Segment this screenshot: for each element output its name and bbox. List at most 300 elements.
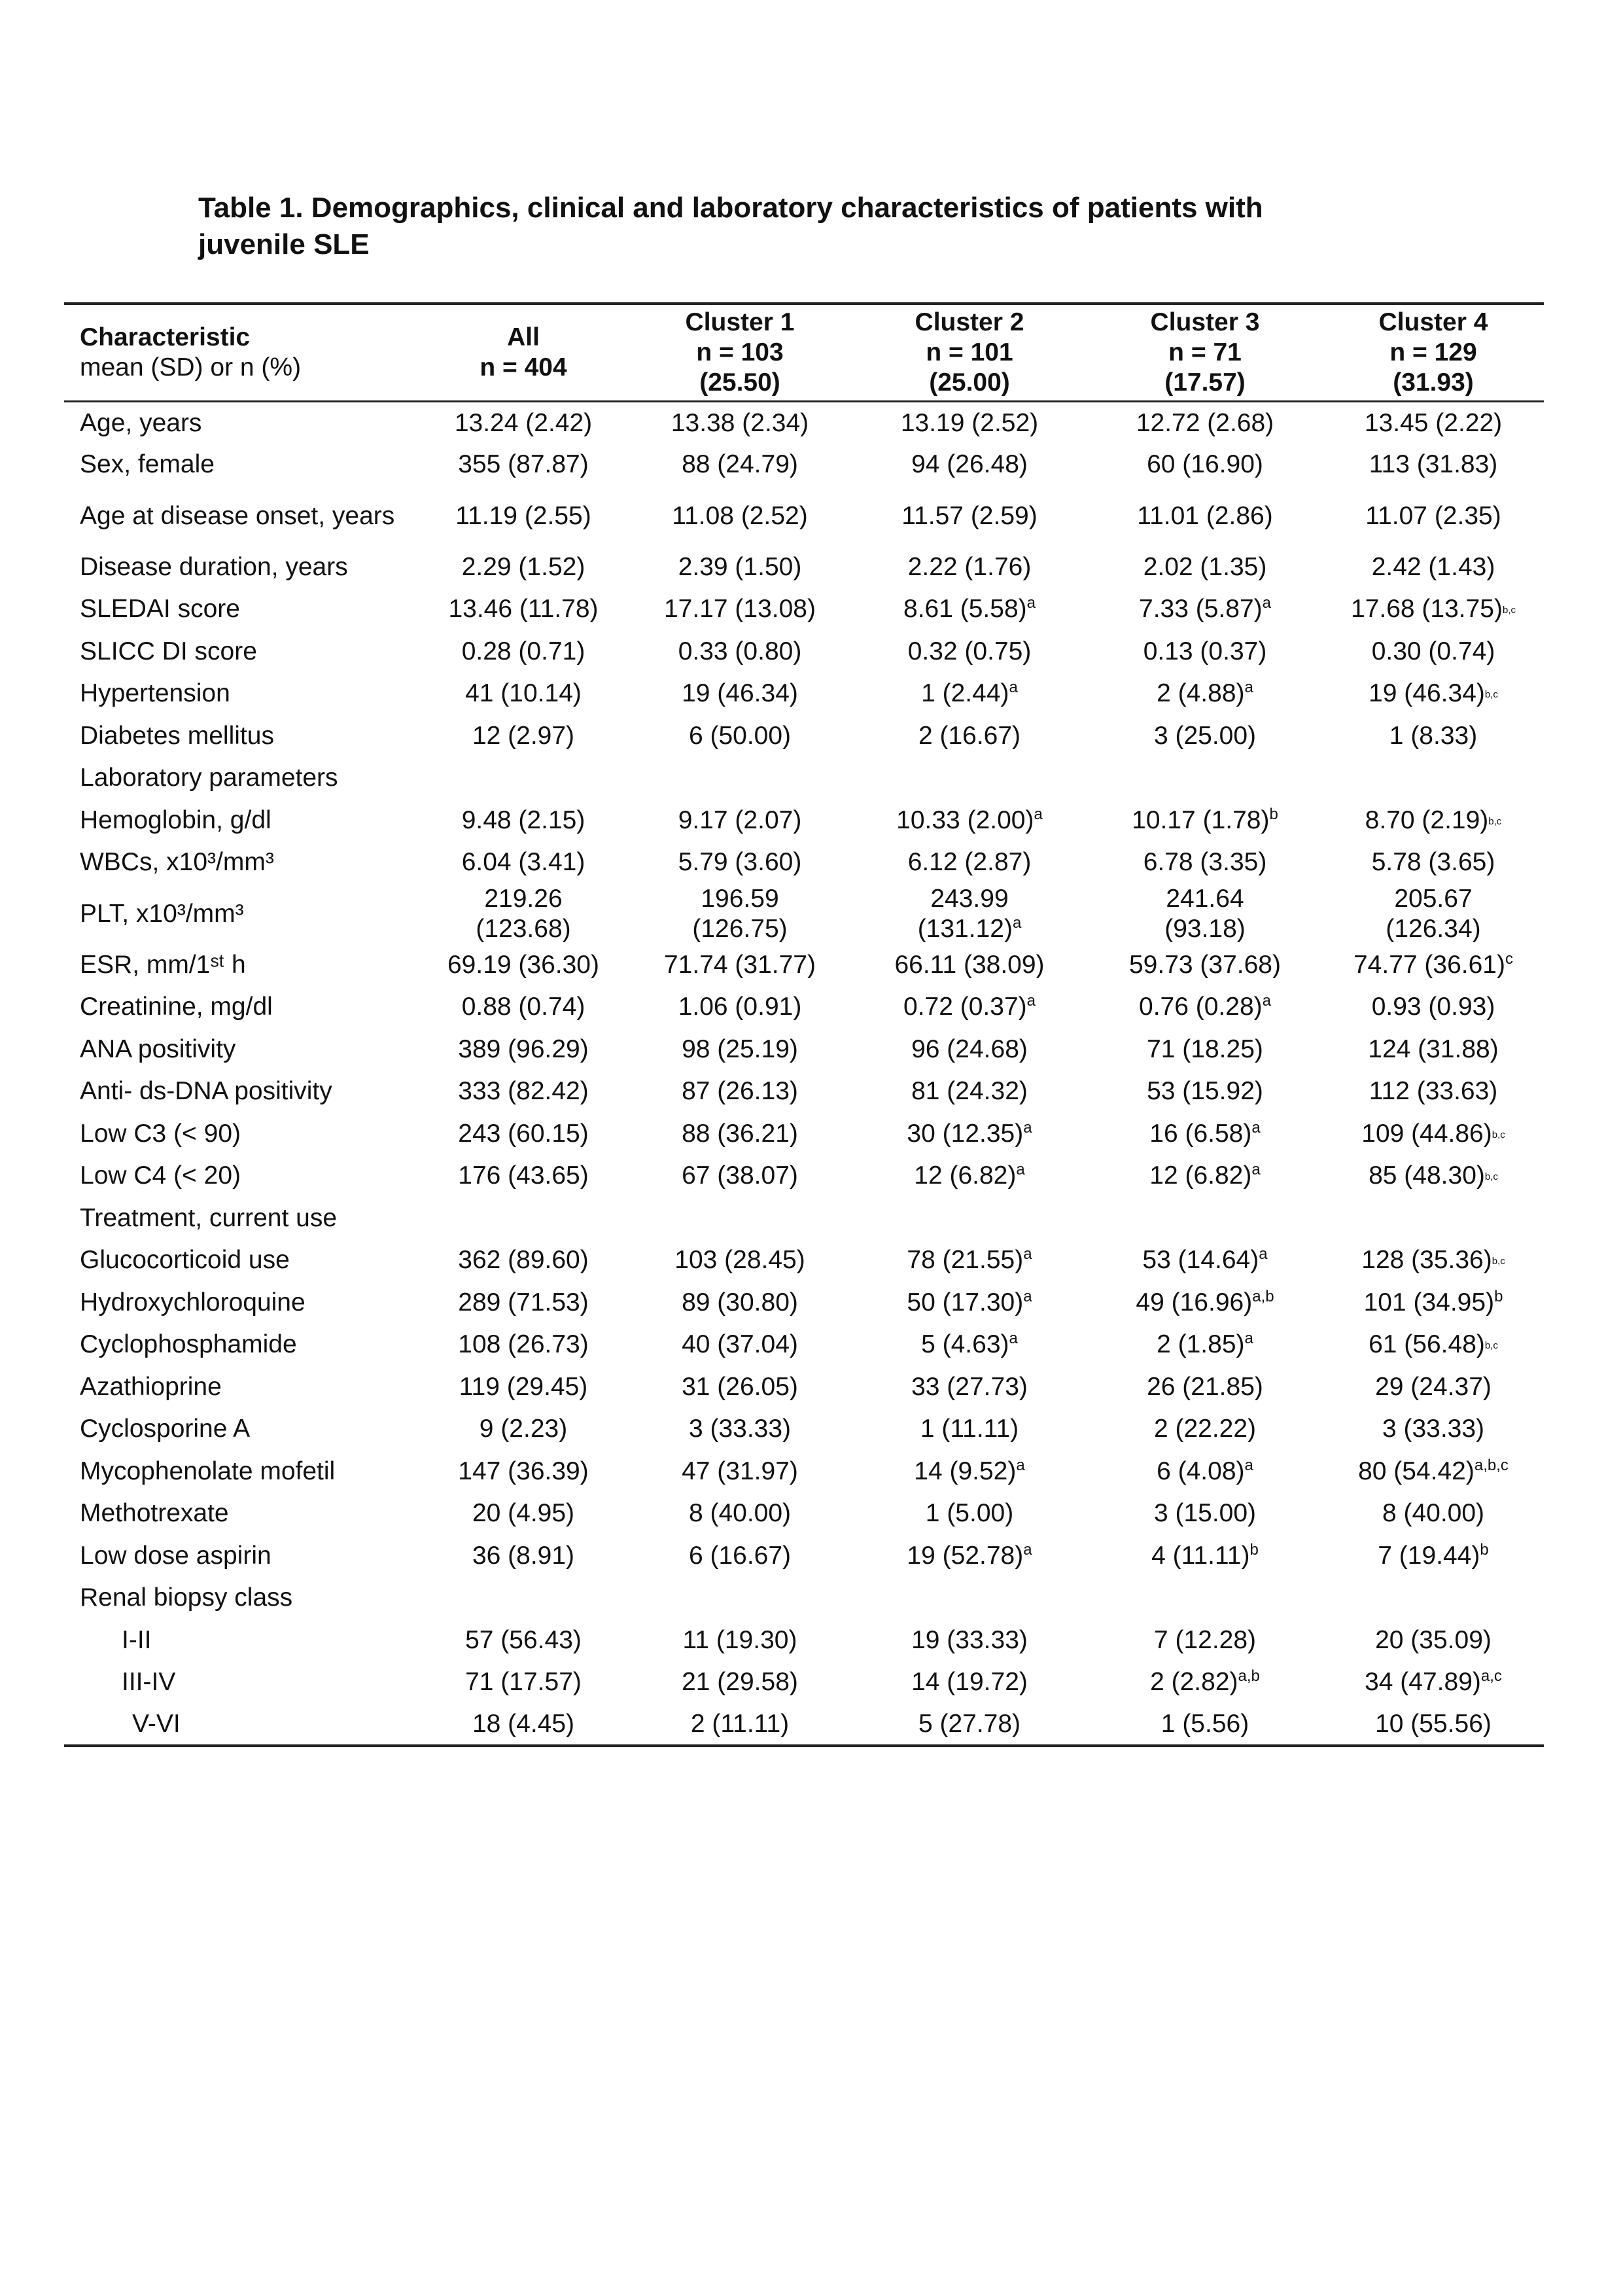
significance-superscript: b,c: [1484, 689, 1498, 701]
row-label: SLEDAI score: [80, 595, 240, 624]
significance-superscript: a: [1259, 1245, 1268, 1263]
significance-superscript: a: [1012, 913, 1022, 932]
cell-value: 7 (19.44): [1378, 1541, 1480, 1570]
cell-value: 11.08 (2.52): [672, 501, 808, 530]
cell-value: 3 (33.33): [688, 1415, 792, 1443]
cell-value: 128 (35.36): [1361, 1246, 1492, 1275]
table-cell: [1087, 1577, 1323, 1619]
row-label: Cyclophosphamide: [80, 1330, 297, 1359]
table-cell: [1323, 1070, 1544, 1113]
table-cell: [1087, 1408, 1323, 1451]
table-header: [64, 304, 1544, 402]
cell-value: 41 (10.14): [465, 679, 582, 708]
table-cell: [852, 884, 1087, 944]
table-cell: [419, 1113, 628, 1156]
table-cell: [852, 1661, 1087, 1704]
row-label: Disease duration, years: [80, 552, 348, 581]
cell-value: 21 (29.58): [682, 1668, 798, 1697]
row-label: Azathioprine: [80, 1372, 222, 1401]
significance-superscript: a: [1023, 1245, 1032, 1263]
cell-value: 6 (16.67): [688, 1541, 792, 1570]
table-cell: [628, 1619, 852, 1662]
cell-value: 11.19 (2.55): [455, 501, 591, 530]
table-cell: [628, 1661, 852, 1704]
cell-value: 89 (30.80): [682, 1288, 798, 1316]
row-label: Low dose aspirin: [80, 1541, 271, 1570]
significance-superscript: b,c: [1484, 1340, 1498, 1352]
table-cell: [419, 1704, 628, 1746]
table-row: [64, 1113, 1544, 1156]
cell-value: 11 (19.30): [682, 1625, 797, 1654]
table-cell: [1323, 588, 1544, 631]
cell-value: 6 (50.00): [688, 721, 792, 750]
header-col-cluster-2: [852, 304, 1087, 402]
cell-value: 71 (17.57): [465, 1668, 582, 1697]
cell-value: 13.38 (2.34): [671, 408, 809, 437]
cell-value: 12 (6.82): [1149, 1161, 1252, 1190]
table-row: [64, 1070, 1544, 1113]
cell-value: 19 (33.33): [911, 1625, 1028, 1654]
table-cell: [1087, 841, 1323, 884]
table-cell: [852, 1451, 1087, 1493]
table-row: [64, 884, 1544, 944]
table-row: [64, 757, 1544, 800]
significance-superscript: a: [1251, 1118, 1261, 1137]
cell-value: 3 (25.00): [1153, 721, 1257, 750]
cell-value: 5.79 (3.60): [678, 848, 802, 877]
significance-superscript: a: [1023, 1540, 1032, 1559]
row-label: PLT, x10³/mm³: [80, 899, 244, 928]
cell-value: 2.39 (1.50): [678, 552, 802, 581]
table-row: [64, 673, 1544, 715]
cell-value: 205.67 (126.34): [1386, 884, 1481, 943]
table-cell: [852, 444, 1087, 486]
cell-value: 103 (28.45): [674, 1246, 805, 1275]
table-row: [64, 841, 1544, 884]
cell-value: 3 (15.00): [1153, 1499, 1257, 1528]
table-cell: [628, 1492, 852, 1535]
cell-value: 2.02 (1.35): [1143, 552, 1267, 581]
cell-value: 10.17 (1.78): [1132, 805, 1270, 834]
cell-value: 11.01 (2.86): [1137, 501, 1273, 530]
cell-value: 196.59 (126.75): [692, 884, 788, 943]
table-row: [64, 1324, 1544, 1366]
table-cell: [852, 800, 1087, 842]
table-row: [64, 1535, 1544, 1578]
table-row: [64, 588, 1544, 631]
row-label: III-IV: [122, 1668, 176, 1697]
cell-value: 10 (55.56): [1375, 1709, 1492, 1738]
table-cell: [628, 1451, 852, 1493]
row-label: Hemoglobin, g/dl: [80, 805, 271, 834]
cell-value: 333 (82.42): [458, 1077, 589, 1106]
table-cell: [1323, 715, 1544, 758]
cell-value: 362 (89.60): [458, 1246, 589, 1275]
significance-superscript: b,c: [1492, 1256, 1505, 1267]
table-row: [64, 631, 1544, 673]
cell-value: 1 (5.56): [1161, 1709, 1249, 1738]
table-cell: [1087, 1619, 1323, 1662]
table-cell: [1087, 1155, 1323, 1197]
table-cell: [1087, 402, 1323, 444]
table-cell: [852, 1535, 1087, 1578]
cell-value: 101 (34.95): [1363, 1288, 1495, 1316]
row-label: Diabetes mellitus: [80, 721, 274, 750]
cell-value: 40 (37.04): [682, 1330, 798, 1359]
table-row: [64, 800, 1544, 842]
table-cell: [419, 1029, 628, 1071]
cell-value: 12 (6.82): [914, 1161, 1017, 1190]
cell-value: 289 (71.53): [458, 1288, 589, 1316]
table-row: [64, 486, 1544, 546]
table-cell: [419, 1282, 628, 1324]
header-col-cluster-3: [1087, 304, 1323, 402]
cell-value: 2 (22.22): [1153, 1415, 1257, 1443]
header-col-n: n = 129: [1389, 338, 1477, 366]
table-cell: [1323, 757, 1544, 800]
cell-value: 2 (4.88): [1157, 679, 1245, 708]
table-cell: [419, 800, 628, 842]
cell-value: 355 (87.87): [458, 450, 589, 479]
header-col-name: All: [507, 323, 540, 351]
table-cell: [1087, 1113, 1323, 1156]
significance-superscript: a,b,c: [1474, 1456, 1509, 1474]
table-cell: [852, 1704, 1087, 1746]
cell-value: 50 (17.30): [907, 1288, 1024, 1316]
table-row: [64, 1282, 1544, 1324]
table-cell: [628, 1113, 852, 1156]
table-cell: [1087, 486, 1323, 546]
table-cell: [852, 1029, 1087, 1071]
table-cell: [852, 757, 1087, 800]
table-cell: [1087, 757, 1323, 800]
table-row: [64, 1704, 1544, 1746]
table-cell: [852, 944, 1087, 987]
significance-superscript: a: [1009, 679, 1018, 697]
cell-value: 5 (4.63): [921, 1330, 1009, 1359]
row-label: Hydroxychloroquine: [80, 1288, 305, 1316]
table-cell: [1087, 1661, 1323, 1704]
table-row: [64, 1239, 1544, 1282]
table-row: [64, 715, 1544, 758]
significance-superscript: a: [1251, 1161, 1261, 1179]
cell-value: 20 (35.09): [1375, 1625, 1492, 1654]
table-cell: [1087, 1070, 1323, 1113]
table-cell: [1087, 1029, 1323, 1071]
significance-superscript: b,c: [1492, 1129, 1505, 1140]
header-col-pct: (17.57): [1164, 368, 1246, 397]
table-cell: [419, 402, 628, 444]
table-cell: [419, 631, 628, 673]
cell-value: 12.72 (2.68): [1136, 408, 1274, 437]
cell-value: 49 (16.96): [1136, 1288, 1253, 1316]
significance-superscript: a,b: [1252, 1287, 1274, 1305]
cell-value: 94 (26.48): [911, 450, 1028, 479]
cell-value: 8 (40.00): [1382, 1499, 1485, 1528]
table-cell: [419, 1408, 628, 1451]
table-cell: [419, 444, 628, 486]
table-cell: [852, 588, 1087, 631]
row-label: Treatment, current use: [80, 1203, 338, 1232]
cell-value: 17.17 (13.08): [663, 595, 816, 624]
significance-superscript: b,c: [1503, 605, 1516, 616]
table-cell: [1087, 1366, 1323, 1409]
cell-value: 113 (31.83): [1369, 450, 1498, 479]
cell-value: 88 (36.21): [682, 1119, 798, 1148]
row-label: Creatinine, mg/dl: [80, 993, 273, 1021]
table-cell: [628, 986, 852, 1029]
table-body: [64, 402, 1544, 1746]
header-characteristic: [64, 304, 419, 402]
cell-value: 147 (36.39): [458, 1457, 589, 1485]
cell-value: 7 (12.28): [1153, 1625, 1257, 1654]
significance-superscript: b: [1249, 1540, 1259, 1559]
cell-value: 1 (8.33): [1389, 721, 1478, 750]
table-cell: [1087, 1324, 1323, 1366]
row-label: Cyclosporine A: [80, 1415, 251, 1443]
table-cell: [419, 715, 628, 758]
cell-value: 7.33 (5.87): [1139, 595, 1263, 624]
table-cell: [419, 986, 628, 1029]
cell-value: 13.19 (2.52): [900, 408, 1039, 437]
table-row: [64, 1197, 1544, 1240]
row-label: WBCs, x10³/mm³: [80, 848, 274, 877]
table-cell: [1323, 546, 1544, 589]
cell-value: 8.61 (5.58): [903, 595, 1027, 624]
cell-value: 98 (25.19): [682, 1034, 798, 1063]
table-cell: [1087, 800, 1323, 842]
table-cell: [628, 673, 852, 715]
table-cell: [419, 1661, 628, 1704]
header-col-cluster-1: [628, 304, 852, 402]
cell-value: 11.57 (2.59): [901, 501, 1038, 530]
cell-value: 2.42 (1.43): [1371, 552, 1495, 581]
table-cell: [852, 715, 1087, 758]
table-cell: [628, 757, 852, 800]
cell-value: 2 (16.67): [918, 721, 1021, 750]
table-cell: [628, 944, 852, 987]
cell-value: 219.26 (123.68): [476, 884, 571, 943]
table-cell: [628, 1535, 852, 1578]
cell-value: 8.70 (2.19): [1365, 805, 1489, 834]
significance-superscript: a: [1244, 1456, 1253, 1474]
cell-value: 13.24 (2.42): [454, 408, 593, 437]
significance-superscript: a: [1023, 1118, 1032, 1137]
table-cell: [852, 1155, 1087, 1197]
table-cell: [419, 1619, 628, 1662]
table-cell: [419, 486, 628, 546]
header-col-name: Cluster 3: [1150, 308, 1260, 336]
significance-superscript: a: [1009, 1330, 1018, 1348]
table-cell: [419, 673, 628, 715]
table-cell: [1323, 486, 1544, 546]
cell-value: 2.22 (1.76): [907, 552, 1032, 581]
table-cell: [1323, 1535, 1544, 1578]
cell-value: 85 (48.30): [1369, 1161, 1485, 1190]
significance-superscript: b,c: [1484, 1171, 1498, 1183]
cell-value: 14 (9.52): [914, 1457, 1017, 1485]
table-cell: [628, 546, 852, 589]
table-row: [64, 1619, 1544, 1662]
table-cell: [852, 1366, 1087, 1409]
cell-value: 6.12 (2.87): [907, 848, 1032, 877]
table-cell: [628, 1197, 852, 1240]
cell-value: 9 (2.23): [479, 1415, 568, 1443]
cell-value: 26 (21.85): [1147, 1372, 1263, 1401]
cell-value: 9.17 (2.07): [678, 805, 802, 834]
table-cell: [419, 1155, 628, 1197]
header-col-n: n = 103: [696, 338, 784, 366]
cell-value: 9.48 (2.15): [461, 805, 585, 834]
table-row: [64, 546, 1544, 589]
table-cell: [1087, 444, 1323, 486]
table-row: [64, 1408, 1544, 1451]
cell-value: 1.06 (0.91): [678, 993, 802, 1021]
cell-value: 19 (52.78): [907, 1541, 1024, 1570]
cell-value: 5 (27.78): [918, 1709, 1021, 1738]
row-label: Glucocorticoid use: [80, 1246, 290, 1275]
table-cell: [1323, 631, 1544, 673]
table-cell: [852, 1282, 1087, 1324]
table-cell: [1087, 1239, 1323, 1282]
table-row: [64, 1451, 1544, 1493]
table-cell: [1087, 944, 1323, 987]
table-cell: [419, 944, 628, 987]
cell-value: 13.46 (11.78): [448, 595, 599, 624]
cell-value: 0.72 (0.37): [903, 993, 1027, 1021]
table-cell: [419, 1324, 628, 1366]
row-label: Laboratory parameters: [80, 764, 338, 792]
significance-superscript: b: [1269, 805, 1278, 823]
header-col-name: Cluster 4: [1378, 308, 1488, 336]
table-cell: [1323, 1451, 1544, 1493]
cell-value: 80 (54.42): [1358, 1457, 1475, 1485]
cell-value: 59.73 (37.68): [1128, 950, 1281, 979]
cell-value: 11.07 (2.35): [1365, 501, 1501, 530]
characteristics-table: [64, 302, 1544, 1747]
cell-value: 14 (19.72): [911, 1668, 1028, 1697]
cell-value: 1 (11.11): [920, 1415, 1019, 1443]
header-col-pct: (25.50): [699, 368, 780, 397]
table-cell: [419, 1366, 628, 1409]
row-label: Hypertension: [80, 679, 230, 708]
cell-value: 0.33 (0.80): [678, 637, 802, 665]
table-cell: [1087, 673, 1323, 715]
cell-value: 81 (24.32): [911, 1077, 1028, 1106]
table-cell: [628, 402, 852, 444]
table-cell: [1323, 1577, 1544, 1619]
cell-value: 18 (4.45): [472, 1709, 575, 1738]
table-cell: [1323, 444, 1544, 486]
table-cell: [628, 1704, 852, 1746]
table-cell: [852, 986, 1087, 1029]
table-cell: [1323, 1324, 1544, 1366]
cell-value: 19 (46.34): [682, 679, 798, 708]
cell-value: 124 (31.88): [1368, 1034, 1499, 1063]
cell-value: 112 (33.63): [1369, 1077, 1498, 1106]
significance-superscript: a: [1034, 805, 1043, 823]
cell-value: 31 (26.05): [682, 1372, 798, 1401]
table-cell: [852, 673, 1087, 715]
table-cell: [1087, 631, 1323, 673]
table-cell: [1323, 402, 1544, 444]
table-caption: Table 1. Demographics, clinical and laboratory characteristics of patients with juvenile SLE: [198, 192, 1263, 260]
table-cell: [628, 1070, 852, 1113]
cell-value: 6 (4.08): [1157, 1457, 1245, 1485]
table-cell: [628, 884, 852, 944]
cell-value: 36 (8.91): [472, 1541, 575, 1570]
table-cell: [419, 1070, 628, 1113]
significance-superscript: a: [1016, 1161, 1025, 1179]
cell-value: 4 (11.11): [1151, 1541, 1250, 1570]
table-cell: [419, 1197, 628, 1240]
table-cell: [628, 1408, 852, 1451]
header-col-n: n = 71: [1168, 338, 1242, 366]
cell-value: 60 (16.90): [1147, 450, 1263, 479]
cell-value: 66.11 (38.09): [894, 950, 1045, 979]
cell-value: 6.78 (3.35): [1143, 848, 1267, 877]
header-characteristic-title: Characteristic: [80, 323, 251, 351]
row-label: Low C4 (< 20): [80, 1161, 241, 1190]
cell-value: 74.77 (36.61): [1353, 950, 1505, 979]
cell-value: 3 (33.33): [1382, 1415, 1485, 1443]
header-col-name: Cluster 2: [915, 308, 1024, 336]
table-row: [64, 1029, 1544, 1071]
table-cell: [628, 1366, 852, 1409]
table-cell: [628, 1155, 852, 1197]
cell-value: 71.74 (31.77): [663, 950, 816, 979]
cell-value: 10.33 (2.00): [896, 805, 1034, 834]
cell-value: 119 (29.45): [459, 1372, 588, 1401]
row-label: Renal biopsy class: [80, 1583, 293, 1612]
table-cell: [1323, 1492, 1544, 1535]
table-cell: [1323, 1197, 1544, 1240]
table-cell: [852, 1408, 1087, 1451]
table-cell: [1323, 1661, 1544, 1704]
cell-value: 241.64 (93.18): [1164, 884, 1246, 943]
table-cell: [1323, 800, 1544, 842]
significance-superscript: a,c: [1480, 1667, 1502, 1686]
table-cell: [419, 588, 628, 631]
cell-value: 0.13 (0.37): [1143, 637, 1267, 665]
cell-value: 67 (38.07): [682, 1161, 798, 1190]
table-cell: [852, 402, 1087, 444]
cell-value: 34 (47.89): [1365, 1668, 1481, 1697]
table-row: [64, 402, 1544, 444]
table-cell: [628, 800, 852, 842]
cell-value: 6.04 (3.41): [461, 848, 585, 877]
cell-value: 87 (26.13): [682, 1077, 798, 1106]
significance-superscript: b: [1480, 1540, 1489, 1559]
cell-value: 47 (31.97): [682, 1457, 798, 1485]
cell-value: 16 (6.58): [1149, 1119, 1252, 1148]
cell-value: 0.93 (0.93): [1371, 993, 1495, 1021]
table-cell: [419, 1451, 628, 1493]
significance-superscript: c: [1505, 949, 1513, 968]
cell-value: 71 (18.25): [1147, 1034, 1263, 1063]
table-cell: [1323, 1239, 1544, 1282]
table-cell: [852, 486, 1087, 546]
table-cell: [852, 1070, 1087, 1113]
cell-value: 19 (46.34): [1369, 679, 1485, 708]
cell-value: 389 (96.29): [458, 1034, 589, 1063]
table-cell: [628, 1029, 852, 1071]
table-cell: [1323, 884, 1544, 944]
cell-value: 20 (4.95): [472, 1499, 575, 1528]
cell-value: 17.68 (13.75): [1350, 595, 1503, 624]
row-label: Low C3 (< 90): [80, 1119, 241, 1148]
table-cell: [628, 631, 852, 673]
